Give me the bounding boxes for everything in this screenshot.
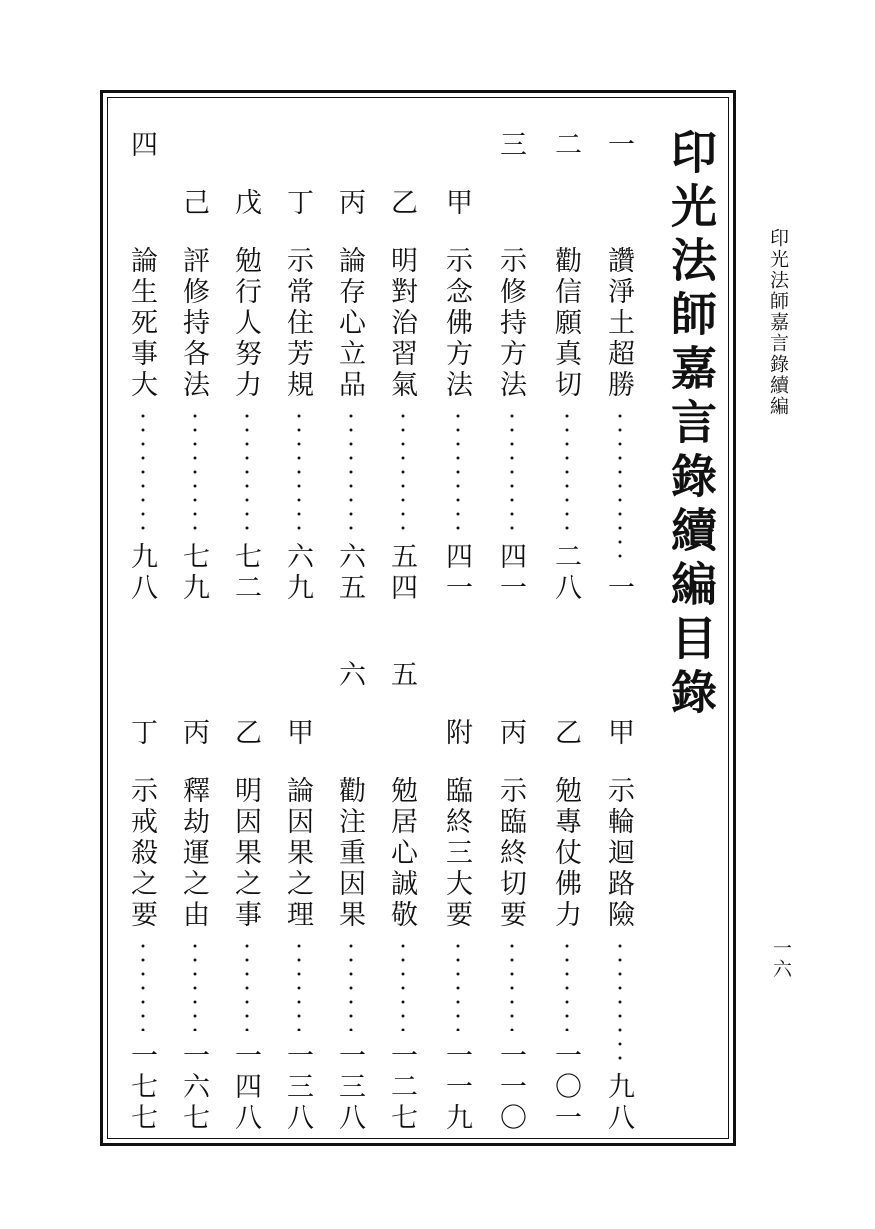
- entry-page: 一〇一: [550, 1041, 581, 1134]
- leader-dots: [401, 939, 405, 1031]
- entry-page: 九八: [126, 542, 157, 604]
- entry-title: 示戒殺之要: [126, 776, 157, 931]
- entry-title: 勉專仗佛力: [550, 776, 581, 931]
- leader-dots: [565, 409, 569, 532]
- leader-dots: [141, 409, 145, 532]
- entry-title: 示念佛方法: [441, 246, 472, 401]
- entry-page: 一三八: [334, 1041, 365, 1134]
- entry-sub-marker: 附: [441, 718, 472, 745]
- entry-title: 示常住芳規: [282, 246, 313, 401]
- leader-dots: [510, 409, 514, 532]
- leader-dots: [456, 939, 460, 1031]
- entry-number: 三: [495, 130, 526, 157]
- entry-title: 明對治習氣: [386, 246, 417, 401]
- entry-sub-marker: 乙: [550, 718, 581, 745]
- leader-dots: [618, 939, 622, 1062]
- leader-dots: [565, 939, 569, 1031]
- entry-page: 五四: [386, 542, 417, 604]
- entry-page: 四一: [441, 542, 472, 604]
- entry-number: 六: [334, 660, 365, 687]
- entry-sub-marker: 乙: [386, 188, 417, 215]
- entry-sub-marker: 丙: [178, 718, 209, 745]
- entry-sub-marker: 丙: [334, 188, 365, 215]
- entry-page: 二八: [550, 542, 581, 604]
- entry-sub-marker: 甲: [282, 718, 313, 745]
- entry-number: 四: [126, 130, 157, 157]
- leader-dots: [141, 939, 145, 1031]
- leader-dots: [245, 939, 249, 1031]
- entry-title: 勸注重因果: [334, 776, 365, 931]
- entry-page: 一: [603, 573, 634, 604]
- entry-sub-marker: 丙: [495, 718, 526, 745]
- entry-page: 一七七: [126, 1041, 157, 1134]
- leader-dots: [349, 409, 353, 532]
- leader-dots: [618, 409, 622, 563]
- entry-title: 論生死事大: [126, 246, 157, 401]
- entry-page: 九八: [603, 1072, 634, 1134]
- entry-title: 評修持各法: [178, 246, 209, 401]
- entry-page: 一二七: [386, 1041, 417, 1134]
- leader-dots: [193, 939, 197, 1031]
- entry-title: 讚淨土超勝: [603, 246, 634, 401]
- entry-page: 七二: [230, 542, 261, 604]
- entry-sub-marker: 甲: [441, 188, 472, 215]
- leader-dots: [297, 939, 301, 1031]
- leader-dots: [456, 409, 460, 532]
- entry-title: 示臨終切要: [495, 776, 526, 931]
- contents-title: 印光法師嘉言錄續編目錄: [664, 128, 718, 722]
- entry-page: 一三八: [282, 1041, 313, 1134]
- leader-dots: [297, 409, 301, 532]
- entry-title: 明因果之事: [230, 776, 261, 931]
- entry-title: 勸信願真切: [550, 246, 581, 401]
- entry-sub-marker: 丁: [126, 718, 157, 745]
- entry-sub-marker: 乙: [230, 718, 261, 745]
- entry-title: 釋劫運之由: [178, 776, 209, 931]
- entry-page: 四一: [495, 542, 526, 604]
- entry-sub-marker: 戊: [230, 188, 261, 215]
- entry-sub-marker: 丁: [282, 188, 313, 215]
- entry-title: 論存心立品: [334, 246, 365, 401]
- entry-page: 一一九: [441, 1041, 472, 1134]
- entry-page: 六五: [334, 542, 365, 604]
- entry-page: 七九: [178, 542, 209, 604]
- entry-number: 五: [386, 660, 417, 687]
- page-number: 一六: [770, 938, 792, 980]
- running-header: 印光法師嘉言錄續編: [767, 228, 789, 417]
- entry-page: 六九: [282, 542, 313, 604]
- entry-sub-marker: 己: [178, 188, 209, 215]
- entry-title: 勉行人努力: [230, 246, 261, 401]
- entry-title: 臨終三大要: [441, 776, 472, 931]
- entry-title: 論因果之理: [282, 776, 313, 931]
- entry-page: 一四八: [230, 1041, 261, 1134]
- leader-dots: [245, 409, 249, 532]
- leader-dots: [349, 939, 353, 1031]
- leader-dots: [510, 939, 514, 1031]
- entry-page: 一一〇: [495, 1041, 526, 1134]
- entry-sub-marker: 甲: [603, 718, 634, 745]
- entry-page: 一六七: [178, 1041, 209, 1134]
- entry-number: 二: [550, 130, 581, 157]
- leader-dots: [401, 409, 405, 532]
- entry-number: 一: [603, 130, 634, 157]
- leader-dots: [193, 409, 197, 532]
- entry-title: 示修持方法: [495, 246, 526, 401]
- entry-title: 勉居心誠敬: [386, 776, 417, 931]
- entry-title: 示輪迴路險: [603, 776, 634, 931]
